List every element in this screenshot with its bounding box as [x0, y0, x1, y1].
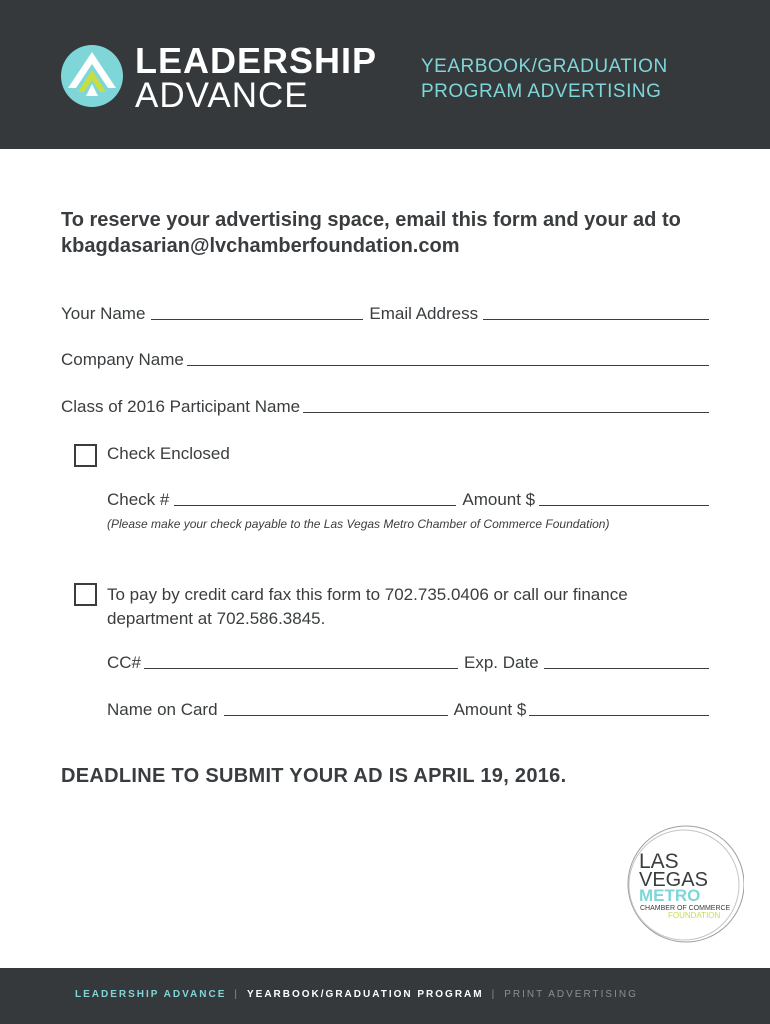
footer-separator: |: [234, 989, 239, 1000]
seal-vegas: VEGAS: [639, 869, 708, 891]
seal-chamber: CHAMBER OF COMMERCE: [640, 905, 731, 912]
header-subtitle: [421, 54, 668, 104]
check-enclosed-checkbox[interactable]: [74, 444, 97, 467]
seal-las: LAS: [639, 850, 679, 873]
leadership-advance-logo-icon: [60, 44, 124, 108]
footer-part2: YEARBOOK/GRADUATION PROGRAM: [247, 989, 484, 1000]
seal-foundation: FOUNDATION: [668, 911, 721, 920]
check-number-label: Check #: [107, 490, 170, 509]
participant-field[interactable]: [303, 412, 709, 413]
header-subtitle-line2: PROGRAM ADVERTISING: [421, 81, 662, 102]
footer-separator-2: |: [491, 989, 497, 1000]
email-label: Email Address: [369, 304, 479, 323]
credit-card-instructions: To pay by credit card fax this form to 702.735.0406 or call our finance department at 702.586.3845.: [107, 585, 628, 628]
company-field[interactable]: [187, 365, 709, 366]
check-payable-note: (Please make your check payable to the Las Vegas Metro Chamber of Commerce Foundation): [107, 517, 610, 531]
amount-field[interactable]: [539, 505, 709, 506]
exp-date-label: Exp. Date: [464, 653, 539, 672]
footer-text: [75, 989, 638, 1000]
check-enclosed-label: Check Enclosed: [107, 444, 230, 463]
amount2-label: Amount $: [453, 700, 527, 719]
footer-part1: LEADERSHIP ADVANCE: [75, 989, 227, 1000]
footer-banner: [0, 968, 770, 1024]
cc-label: CC#: [107, 653, 142, 672]
company-label: Company Name: [61, 350, 184, 369]
email-field[interactable]: [483, 319, 709, 320]
amount2-field[interactable]: [529, 715, 709, 716]
deadline-notice: DEADLINE TO SUBMIT YOUR AD IS APRIL 19, 2016.: [61, 765, 567, 787]
participant-row: [61, 397, 709, 417]
participant-label: Class of 2016 Participant Name: [61, 397, 301, 416]
logo-title-line1: LEADERSHIP: [135, 40, 378, 81]
company-row: [61, 350, 709, 370]
name-on-card-field[interactable]: [224, 715, 448, 716]
seal-metro: METRO: [639, 886, 701, 905]
credit-card-checkbox[interactable]: [74, 583, 97, 606]
name-on-card-label: Name on Card: [107, 700, 218, 719]
las-vegas-metro-seal-icon: [624, 822, 744, 946]
name-on-card-row: [107, 700, 709, 720]
logo-title-line2: ADVANCE: [135, 76, 309, 115]
amount-label: Amount $: [462, 490, 536, 509]
cc-number-field[interactable]: [144, 668, 458, 669]
check-row: [107, 490, 709, 510]
exp-date-field[interactable]: [544, 668, 709, 669]
footer-part3: PRINT ADVERTISING: [504, 989, 638, 1000]
name-email-row: [61, 304, 709, 324]
your-name-label: Your Name: [61, 304, 146, 323]
header-banner: [0, 0, 770, 149]
cc-row: [107, 653, 709, 673]
intro-instructions: To reserve your advertising space, email this form and your ad to kbagdasarian@lvchamberfoundation.com: [61, 209, 681, 257]
header-subtitle-line1: YEARBOOK/GRADUATION: [421, 56, 668, 77]
check-number-field[interactable]: [174, 505, 456, 506]
your-name-field[interactable]: [151, 319, 363, 320]
